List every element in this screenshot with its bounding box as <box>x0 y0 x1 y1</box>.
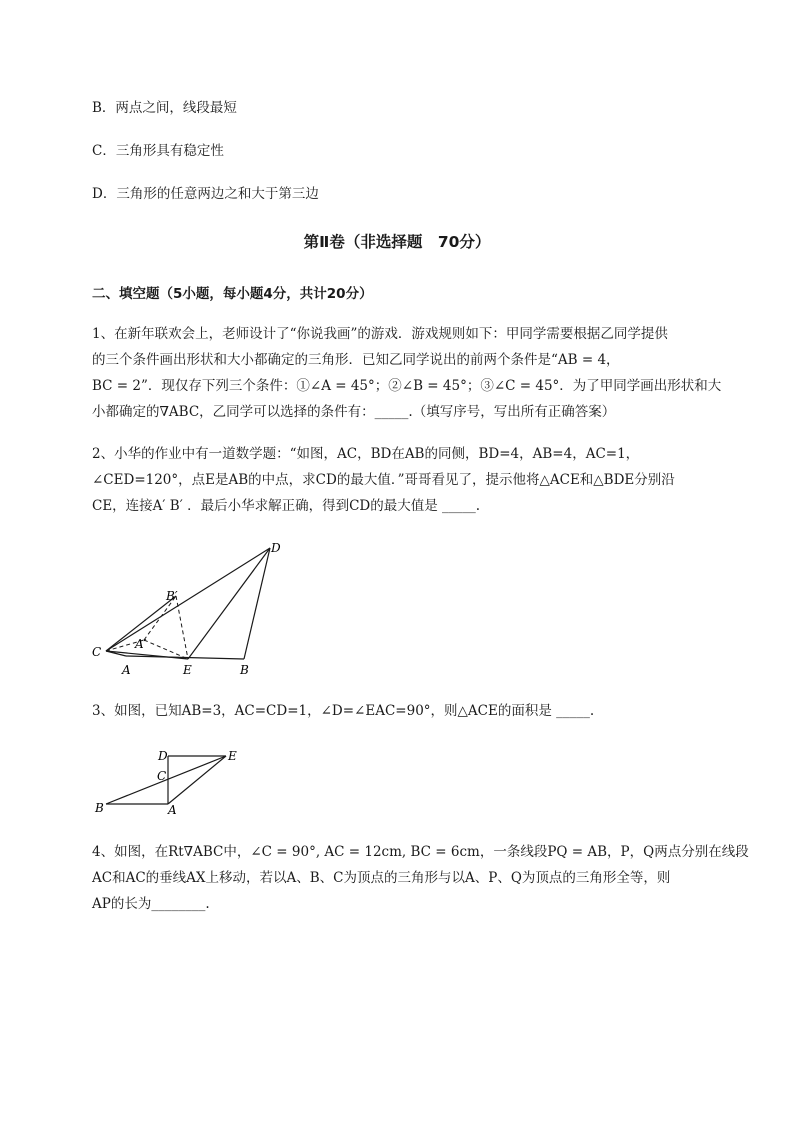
q2-line-2: ∠CED=120°，点E是AB的中点，求CD的最大值．”哥哥看见了，提示他将△ACE和△BDE分别沿 <box>92 472 675 488</box>
label-A: A <box>168 803 177 817</box>
label-B: B <box>95 801 104 815</box>
q2-line-1: 2、小华的作业中有一道数学题：“如图，AC，BD在AB的同侧，BD=4，AB=4，AC=1， <box>92 446 640 462</box>
label-A: A <box>122 663 131 677</box>
q4-line-3: AP的长为________. <box>92 896 210 912</box>
label-C: C <box>92 645 102 659</box>
label-A-prime: A′ <box>135 637 147 651</box>
section-title: 第Ⅱ卷（非选择题 70分） <box>303 233 491 251</box>
seg-AE <box>168 756 226 804</box>
label-C: C <box>157 769 167 783</box>
q1-line-2: 的三个条件画出形状和大小都确定的三角形．已知乙同学说出的前两个条件是“AB = 4， <box>92 352 620 368</box>
label-B: B <box>240 663 249 677</box>
q1-line-4: 小都确定的∇ABC，乙同学可以选择的条件有：_____.（填写序号，写出所有正确答案） <box>92 404 616 420</box>
q4-line-2: AC和AC的垂线AX上移动，若以A、B、C为顶点的三角形与以A、P、Q为顶点的三角形全等，则 <box>92 870 671 886</box>
label-E: E <box>228 749 237 763</box>
label-D: D <box>158 749 168 763</box>
figure-question-2 <box>88 538 298 680</box>
label-E: E <box>183 663 192 677</box>
seg-B1E <box>176 596 188 659</box>
part-title: 二、填空题（5小题，每小题4分，共计20分） <box>92 286 373 302</box>
q1-line-1: 1、在新年联欢会上，老师设计了“你说我画”的游戏．游戏规则如下：甲同学需要根据乙同学提供 <box>92 326 668 342</box>
label-B-prime: B′ <box>166 589 178 603</box>
seg-CE <box>106 651 188 659</box>
q3-line-1: 3、如图，已知AB=3，AC=CD=1，∠D=∠EAC=90°，则△ACE的面积是 _____. <box>92 703 595 719</box>
option-b: B．两点之间，线段最短 <box>92 100 237 116</box>
option-c: C．三角形具有稳定性 <box>92 143 224 159</box>
seg-CD <box>106 548 270 651</box>
q4-line-1: 4、如图，在Rt∇ABC中，∠C = 90°, AC = 12cm, BC = 6cm，一条线段PQ = AB，P，Q两点分别在线段 <box>92 844 749 860</box>
label-D: D <box>271 541 281 555</box>
q2-line-3: CE，连接A′ B′ ．最后小华求解正确，得到CD的最大值是 _____. <box>92 498 481 514</box>
figure-question-3 <box>92 746 252 818</box>
seg-ED <box>188 548 270 659</box>
option-d: D．三角形的任意两边之和大于第三边 <box>92 186 319 202</box>
q1-line-3: BC = 2”．现仅存下列三个条件：①∠A = 45°；②∠B = 45°；③∠C = 45°．为了甲同学画出形状和大 <box>92 378 722 394</box>
